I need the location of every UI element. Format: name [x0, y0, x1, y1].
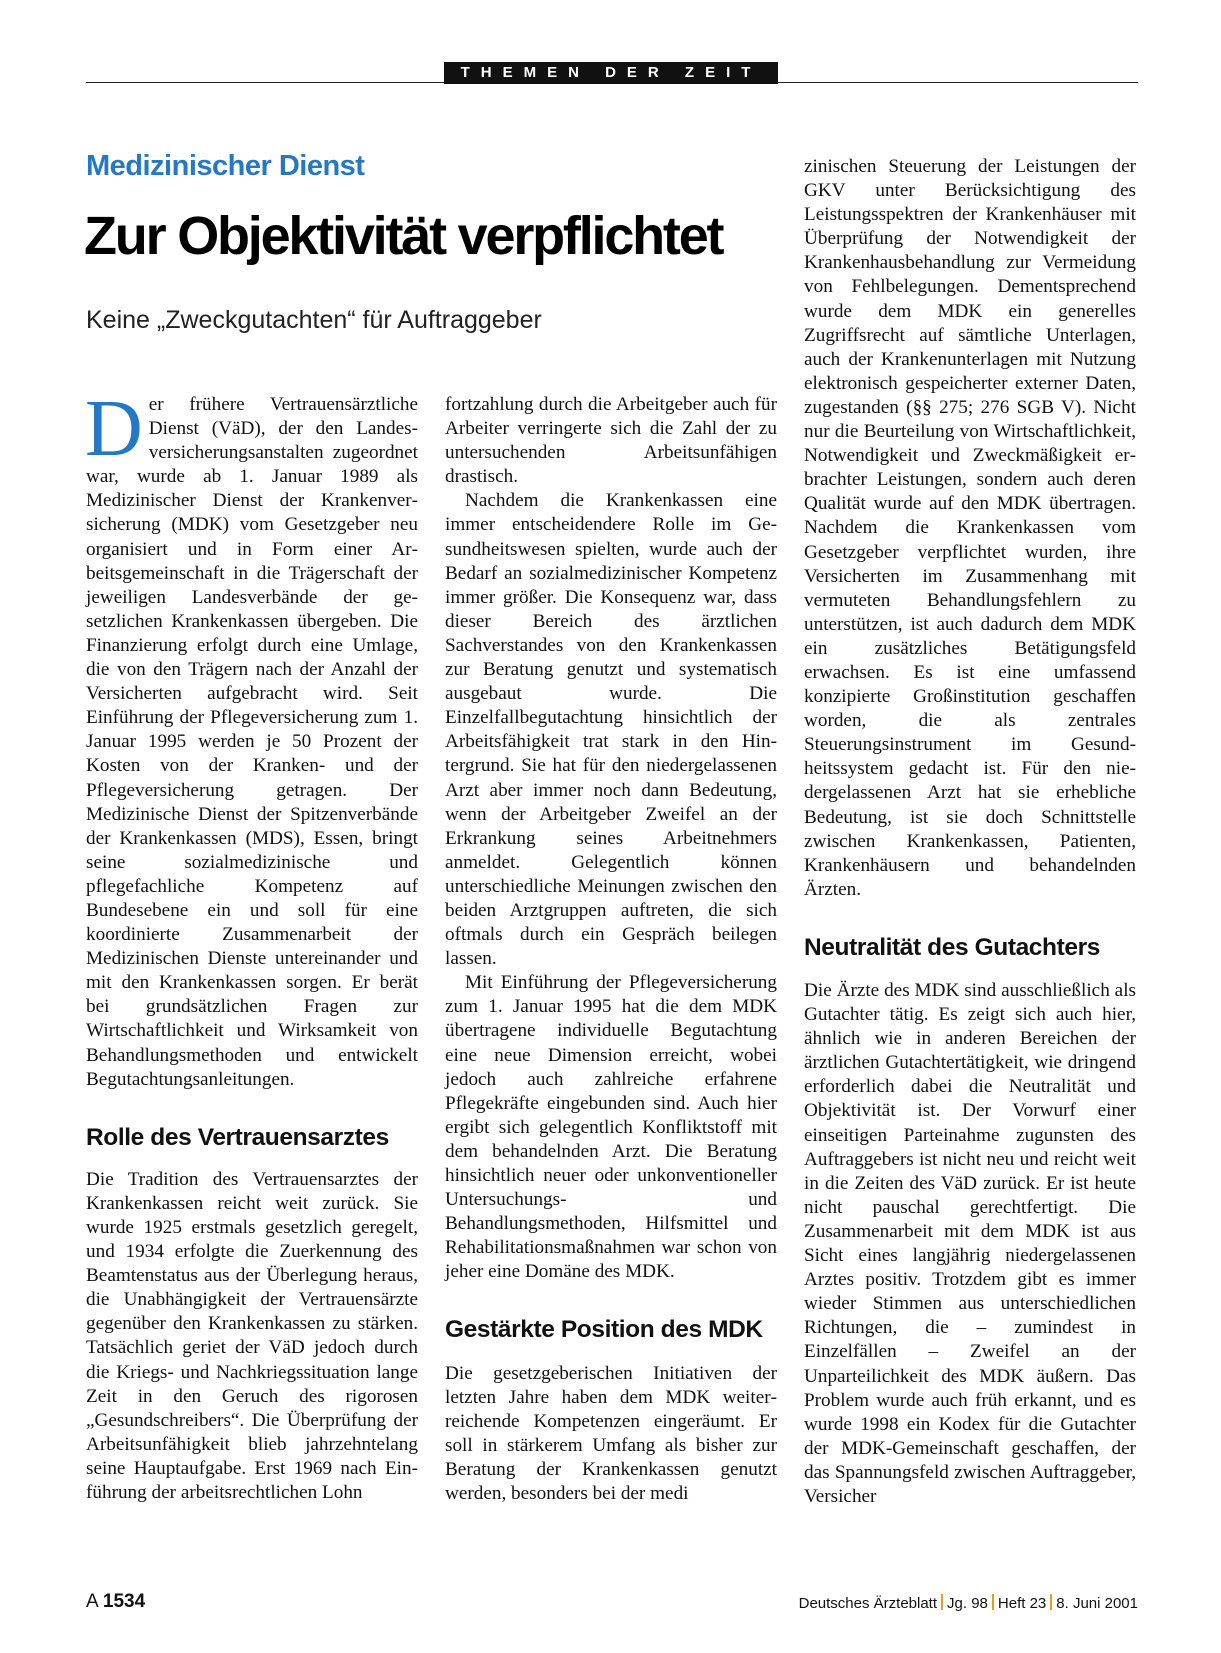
separator [992, 1594, 994, 1610]
paragraph: Die gesetzgeberischen Initiativen der letzten Jahre haben dem MDK weiterreichende Kompetenzen eingeräumt. Er soll in stärkerem Umfang als bisher zur Beratung der Krankenkassen genutzt werden, besonders bei der medi [445, 1362, 777, 1505]
paragraph: fortzahlung durch die Arbeitgeber auch für Arbeiter verringerte sich die Zahl der zu untersuchenden Arbeitsunfähigen drastisch. [445, 394, 777, 488]
journal-info [799, 1594, 1138, 1612]
paragraph: Die Tradition des Vertrauensarztes der Krankenkassen reicht weit zurück. Sie wurde 1925 erstmals gesetzlich geregelt, und 1934 erfolgte die Zuerkennung des Beamtenstatus aus der Überlegung heraus, die Unabhängigkeit der Vertrauensärzte gegenüber den Krankenkassen zu stärken. Tatsächlich geriet der VäD jedoch durch die Kriegs- und Nachkriegssituation lange Zeit in den Geruch des rigorosen „Gesundschreibers“. Die Überprüfung der Arbeitsunfähigkeit blieb jahrzehntelang seine Hauptaufgabe. Erst 1969 nach Einführung der arbeitsrechtlichen Lohn [86, 1168, 418, 1504]
text-column-3 [804, 155, 1136, 1509]
subheading-position: Gestärkte Position des MDK [445, 1316, 763, 1344]
article-title: Zur Objektivität verpflichtet [84, 206, 723, 266]
paragraph: Die Ärzte des MDK sind ausschließlich als Gutachter tätig. Es zeigt sich auch hier, ähnlich wie in anderen Bereichen der ärztlichen Gutachtertätigkeit, wie dringend erforderlich dabei die Neutralität und Objektivität ist. Der Vorwurf einer einseitigen Parteinahme zugunsten des Auftraggebers ist nicht neu und reicht weit in die Zeiten des VäD zurück. Er ist heute nicht pauschal gerechtfertigt. Die Zusammenarbeit mit dem MDK ist aus Sicht eines langjährig niedergelassenen Arztes positiv. Trotzdem gibt es immer wieder Stimmen aus unterschiedlichen Richtungen, die – zumindest in Einzelfällen – Zweifel an der Unparteilichkeit des MDK äußern. Das Problem wurde auch früh erkannt, und es wurde 1998 ein Kodex für die Gutachter der MDK-Gemeinschaft geschaffen, der das Spannungsfeld zwischen Auftraggeber, Versicher [804, 980, 1136, 1507]
text-column-1 [85, 385, 418, 1505]
article-subtitle: Keine „Zweckgutachten“ für Auftraggeber [86, 306, 542, 334]
section-tag: THEMEN DER ZEIT [444, 62, 778, 84]
journal-volume: Jg. 98 [947, 1595, 988, 1612]
text-column-2 [445, 393, 777, 1506]
journal-issue: Heft 23 [997, 1595, 1047, 1612]
paragraph: Nachdem die Krankenkassen eine immer entscheidendere Rolle im Gesundheitswesen spielten, wurde auch der Bedarf an sozialmedizinischer Kompetenz immer größer. Die Konsequenz war, dass dieser Bereich des ärztlichen Sachverstandes von den Krankenkassen zur Beratung genutzt und systematisch ausgebaut wurde. Die Einzelfallbegutachtung hinsichtlich der Arbeitsfähigkeit trat stark in den Hintergrund. Sie hat für den niedergelassenen Arzt aber immer noch dann Bedeutung, wenn der Arbeitgeber Zweifel an der Erkrankung seines Arbeitnehmers anmeldet. Gelegentlich können unterschiedliche Meinungen zwischen den beiden Arztgruppen auftreten, die sich oftmals durch ein Gespräch beilegen lassen. [445, 490, 777, 970]
separator [941, 1594, 943, 1610]
paragraph: Mit Einführung der Pflegeversicherung zum 1. Januar 1995 hat die dem MDK übertragene individuelle Begutachtung eine neue Dimension erreicht, wobei jedoch auch zahlreiche erfahrene Pflegekräfte eingebunden sind. Auch hier ergibt sich gelegentlich Konfliktstoff mit dem behandelnden Arzt. Die Beratung hinsichtlich neuer oder unkonventioneller Untersuchungs- und Behandlungsmethoden, Hilfsmittel und Rehabilitationsmaßnahmen war schon von jeher eine Domäne des MDK. [445, 972, 777, 1283]
page-number-value: 1534 [102, 1591, 146, 1612]
article-kicker: Medizinischer Dienst [86, 150, 365, 182]
journal-date: 8. Juni 2001 [1056, 1595, 1138, 1612]
subheading-rolle: Rolle des Vertrauensarztes [86, 1123, 389, 1151]
paragraph-text: er frühere Vertrauensärztliche Dienst (VäD), der den Landesversicherungsanstalten zugeordnet war, wurde ab 1. Januar 1989 als Medizinischer Dienst der Krankenversicherung (MDK) vom Gesetzgeber neu organisiert und in Form einer Arbeitsgemeinschaft in die Trägerschaft der jeweiligen Landesverbände der gesetzlichen Krankenkassen übergeben. Die Finanzierung erfolgt durch eine Umlage, die von den Trägern nach der Anzahl der Versicherten aufgebracht wird. Seit Einführung der Pflegeversicherung zum 1. Januar 1995 werden je 50 Prozent der Kosten von der Kranken- und der Pflegeversicherung getragen. Der Medizinische Dienst der Spitzenverbände der Krankenkassen (MDS), Essen, bringt seine sozialmedizinische und pflegefachliche Kompetenz auf Bundesebene ein und soll für eine koordinierte Zusammenarbeit der Medizinischen Dienste untereinander und mit den Krankenkassen sorgen. Er berät bei grundsätzlichen Fragen zur Wirtschaftlichkeit und Wirksamkeit von Behandlungsmethoden und entwickelt Begutachtungsanleitungen. [86, 394, 418, 1090]
separator [1050, 1594, 1052, 1610]
page-prefix: A [86, 1591, 98, 1612]
paragraph [85, 385, 418, 1092]
paragraph: zinischen Steuerung der Leistungen der GKV unter Berücksichtigung des Leistungsspektren der Krankenhäuser mit Überprüfung der Notwendigkeit der Krankenhausbehandlung zur Vermeidung von Fehlbelegungen. Dementsprechend wurde dem MDK ein generelles Zugriffsrecht auf sämtliche Unterlagen, auch der Krankenunterlagen mit Nutzung elektronisch gespeicherter externer Daten, zugestanden (§§ 275; 276 SGB V). Nicht nur die Beurteilung von Wirtschaftlichkeit, Notwendigkeit und Zweckmäßigkeit erbrachter Leistungen, sondern auch deren Qualität wurde auf den MDK übertragen. Nachdem die Krankenkassen vom Gesetzgeber verpflichtet wurden, ihre Versicherten im Zusammenhang mit vermuteten Behandlungsfehlern zu unterstützen, ist auch dadurch dem MDK ein zusätzliches Betätigungsfeld erwachsen. Es ist eine umfassend konzipierte Großinstitution geschaffen worden, die als zentrales Steuerungsinstrument im Gesundheitssystem gedacht ist. Für den niedergelassenen Arzt hat sie erhebliche Bedeutung, ist sie doch Schnittstelle zwischen Krankenkassen, Patienten, Krankenhäusern und behandelnden Ärzten. [804, 156, 1136, 900]
subheading-neutral: Neutralität des Gutachters [804, 933, 1100, 961]
drop-cap: D [85, 385, 143, 473]
journal-name: Deutsches Ärzteblatt [798, 1595, 938, 1612]
page-number [86, 1591, 145, 1613]
